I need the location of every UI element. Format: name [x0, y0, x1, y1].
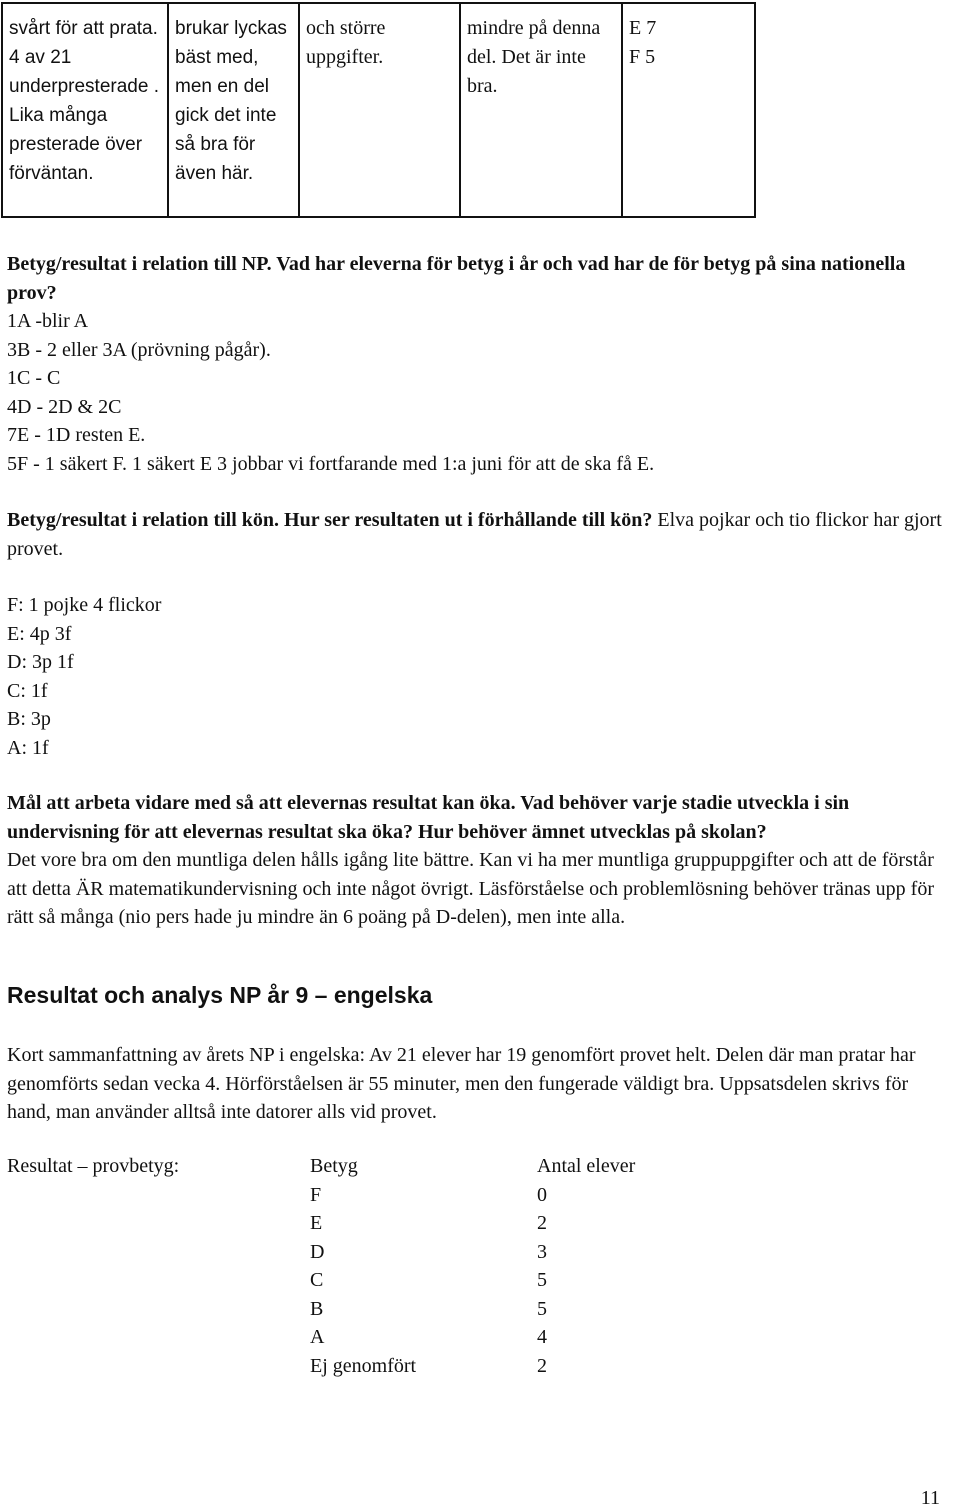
evaluation-table — [1, 2, 756, 218]
count-cell: 5 — [537, 1269, 547, 1291]
col-header-grade: Betyg — [310, 1155, 358, 1177]
table-cell: svårt för att prata. 4 av 21 underpresterade . Lika många presterade över förväntan. — [2, 3, 168, 217]
grade-cell: A — [310, 1326, 325, 1348]
table-cell: och större uppgifter. — [299, 3, 460, 217]
count-cell: 3 — [537, 1240, 547, 1263]
goal-heading: Mål att arbeta vidare med så att elevernas resultat kan öka. Vad behöver varje stadie utveckla i sin undervisning för att elevernas resultat ska öka? Hur behöver ämnet utvecklas på skolan? — [7, 792, 850, 843]
gender-line: F: 1 pojke 4 flickor — [7, 594, 162, 616]
results-label: Resultat – provbetyg: — [7, 1155, 180, 1177]
gender-section — [7, 506, 952, 762]
np-line: 1C - C — [7, 367, 61, 389]
gender-line: C: 1f — [7, 679, 48, 702]
table-cell: E 7 F 5 — [622, 3, 755, 217]
section-heading: Resultat och analys NP år 9 – engelska — [7, 982, 433, 1008]
gender-line: E: 4p 3f — [7, 622, 72, 645]
np-line: 5F - 1 säkert F. 1 säkert E 3 jobbar vi fortfarande med 1:a juni för att de ska få E. — [7, 452, 655, 475]
np-heading: Betyg/resultat i relation till NP. Vad har eleverna för betyg i år och vad har de för betyg på sina nationella prov? — [7, 253, 906, 304]
grade-cell: E — [310, 1212, 323, 1234]
np-line: 1A -blir A — [7, 310, 89, 332]
count-cell: 2 — [537, 1354, 547, 1377]
table-cell: mindre på denna del. Det är inte bra. — [460, 3, 622, 217]
gender-line: D: 3p 1f — [7, 651, 74, 673]
np-section — [7, 250, 952, 478]
grade-cell: Ej genomfört — [310, 1354, 417, 1377]
grade-cell: D — [310, 1240, 325, 1263]
np-line: 4D - 2D & 2C — [7, 395, 122, 418]
page-number: 11 — [920, 1487, 940, 1509]
gender-line: B: 3p — [7, 708, 51, 730]
col-header-count: Antal elever — [537, 1155, 636, 1177]
count-cell: 2 — [537, 1212, 547, 1234]
grade-cell: C — [310, 1269, 324, 1291]
np-line: 7E - 1D resten E. — [7, 424, 146, 446]
count-cell: 4 — [537, 1326, 547, 1348]
count-cell: 5 — [537, 1297, 547, 1320]
gender-line: A: 1f — [7, 736, 49, 759]
count-cell: 0 — [537, 1183, 547, 1206]
goal-text: Det vore bra om den muntliga delen hålls igång lite bättre. Kan vi ha mer muntliga gruppuppgifter och att de förstår att detta ÄR matematikundervisning och inte något övrigt. Läsförståelse och problemlösning behöver tränas upp för rätt så många (nio pers hade ju mindre än 6 poäng på D-delen), men inte alla. — [7, 849, 934, 928]
np-line: 3B - 2 eller 3A (prövning pågår). — [7, 338, 271, 361]
table-cell: brukar lyckas bäst med, men en del gick det inte så bra för även här. — [168, 3, 299, 217]
goal-section — [7, 789, 952, 932]
gender-heading: Betyg/resultat i relation till kön. Hur ser resultaten ut i förhållande till kön? Elva pojkar och tio flickor har gjort provet. — [7, 509, 942, 560]
english-summary: Kort sammanfattning av årets NP i engelska: Av 21 elever har 19 genomfört provet helt. Delen där man pratar har genomförts sedan vecka 4. Hörförståelsen är 55 minuter, men den fungerade väldigt bra. Uppsatsdelen skrivs för hand, man använder alltså inte datorer alls vid provet. — [7, 1044, 916, 1123]
grade-cell: B — [310, 1297, 324, 1320]
grade-cell: F — [310, 1183, 322, 1206]
table-row — [2, 3, 755, 217]
